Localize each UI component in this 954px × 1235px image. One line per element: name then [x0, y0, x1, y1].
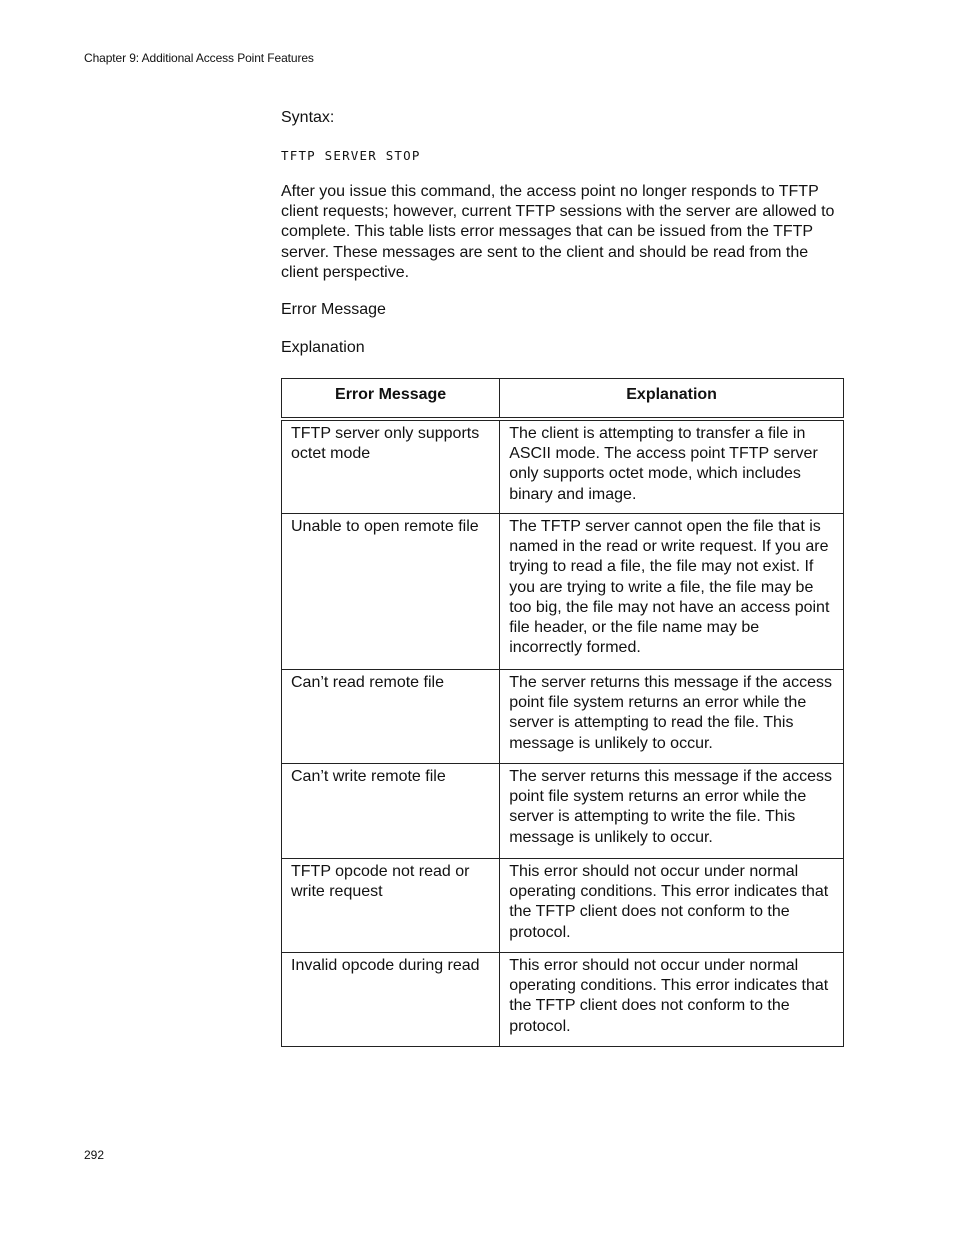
explanation-cell: The server returns this message if the access point file system returns an error while the server is attempting to read the file. This message is unlikely to occur. — [500, 670, 844, 764]
error-message-table — [281, 378, 844, 1047]
error-message-cell: Can’t write remote file — [282, 764, 500, 859]
syntax-label: Syntax: — [281, 109, 335, 126]
page-number: 292 — [84, 1148, 105, 1162]
table-row — [282, 953, 844, 1047]
explanation-cell: The TFTP server cannot open the file that is named in the read or write request. If you are trying to read a file, the file may not exist. If you are trying to write a file, the file may be too big, the file may not have an access point file header, or the file name may be incorrectly formed. — [500, 514, 844, 670]
error-message-label: Error Message — [281, 301, 386, 318]
error-message-cell: TFTP opcode not read or write request — [282, 859, 500, 953]
explanation-label: Explanation — [281, 339, 365, 356]
error-message-cell: Invalid opcode during read — [282, 953, 500, 1047]
table-row — [282, 670, 844, 764]
error-message-cell: Can’t read remote file — [282, 670, 500, 764]
command-syntax: TFTP SERVER STOP — [281, 148, 421, 163]
header-explanation: Explanation — [500, 379, 844, 420]
table-row — [282, 764, 844, 859]
header-error-message: Error Message — [282, 379, 500, 420]
explanation-cell: This error should not occur under normal operating conditions. This error indicates that the TFTP client does not conform to the protocol. — [500, 953, 844, 1047]
description-paragraph: After you issue this command, the access point no longer responds to TFTP client requests; however, current TFTP sessions with the server are allowed to complete. This table lists error messages that can be issued from the TFTP server. These messages are sent to the client and should be read from the client perspective. — [281, 183, 835, 281]
explanation-cell: The server returns this message if the access point file system returns an error while the server is attempting to write the file. This message is unlikely to occur. — [500, 764, 844, 859]
running-header: Chapter 9: Additional Access Point Features — [84, 51, 314, 65]
table-row — [282, 419, 844, 514]
table-row — [282, 514, 844, 670]
explanation-cell: The client is attempting to transfer a file in ASCII mode. The access point TFTP server only supports octet mode, which includes binary and image. — [500, 419, 844, 514]
table-header-row — [282, 379, 844, 420]
explanation-cell: This error should not occur under normal operating conditions. This error indicates that the TFTP client does not conform to the protocol. — [500, 859, 844, 953]
error-message-cell: TFTP server only supports octet mode — [282, 419, 500, 514]
error-message-cell: Unable to open remote file — [282, 514, 500, 670]
table-row — [282, 859, 844, 953]
